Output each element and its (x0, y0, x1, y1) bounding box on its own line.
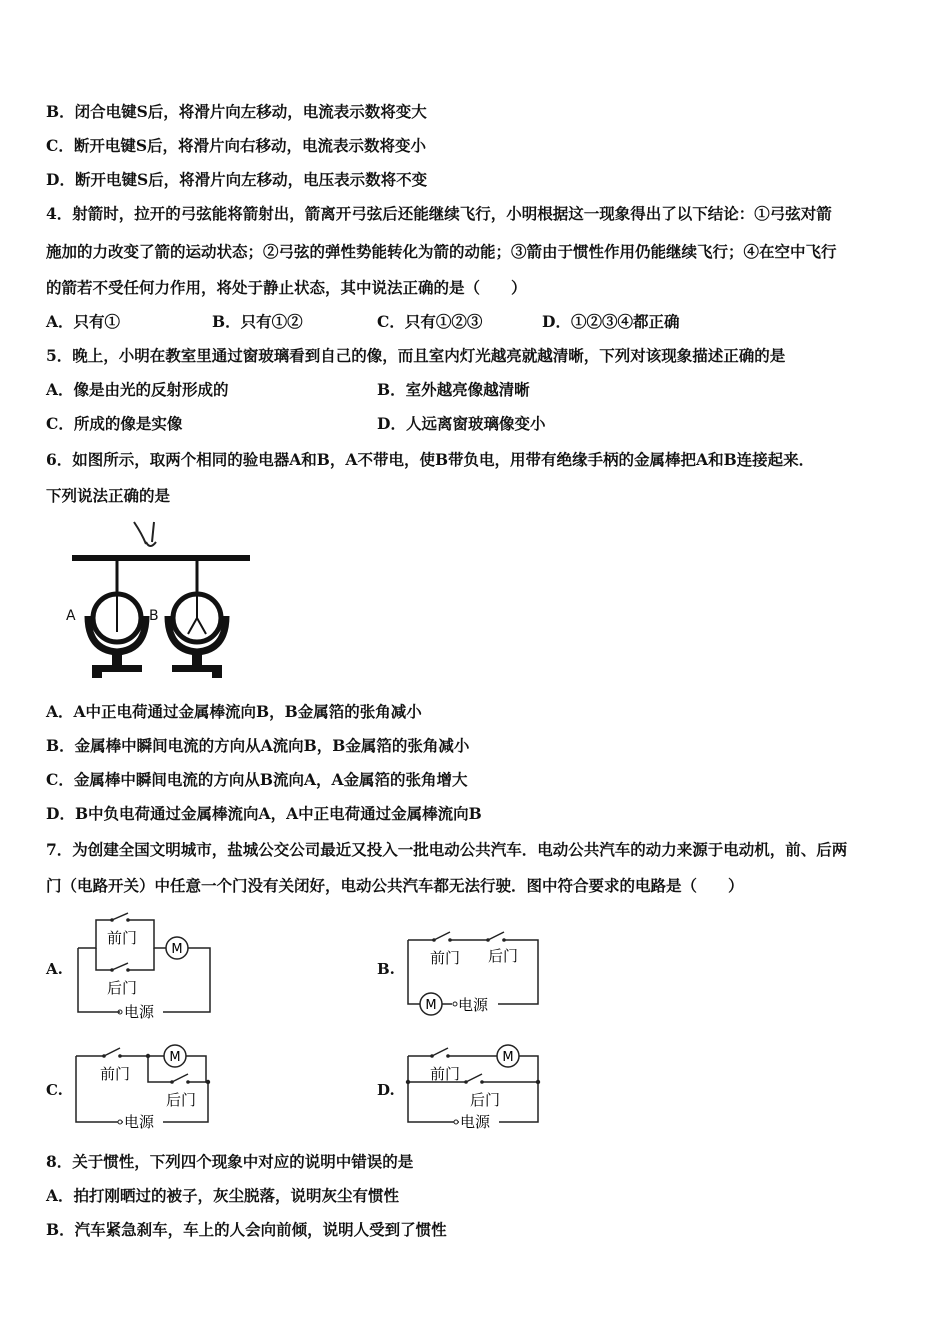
q5-option-b: B．室外越亮像越清晰 (377, 380, 530, 399)
metal-rod (72, 555, 250, 561)
electroscope-label-b: B (149, 608, 159, 624)
circuit-a-motor: M (171, 942, 183, 957)
q6-option-a: A．A中正电荷通过金属棒流向B，B金属箔的张角减小 (46, 702, 422, 721)
q3-option-b: B．闭合电键S后，将滑片向左移动，电流表示数将变大 (46, 102, 427, 121)
q4-stem-line3: 的箭若不受任何力作用，将处于静止状态，其中说法正确的是（ ） (46, 278, 527, 297)
q5-stem: 5．晚上，小明在教室里通过窗玻璃看到自己的像，而且室内灯光越亮就越清晰，下列对该现象描述正确的是 (46, 346, 786, 365)
circuit-b-label: B. (377, 960, 395, 978)
circuit-d-motor: M (502, 1050, 514, 1065)
q6-option-d: D．B中负电荷通过金属棒流向A，A中正电荷通过金属棒流向B (46, 804, 482, 823)
q6-stem-line2: 下列说法正确的是 (46, 486, 171, 505)
circuit-d-front-door: 前门 (430, 1065, 461, 1083)
circuit-d-power: 电源 (460, 1113, 491, 1131)
circuit-a-power: 电源 (124, 1003, 155, 1021)
circuit-b-power: 电源 (458, 996, 489, 1014)
q3-option-c: C．断开电键S后，将滑片向右移动，电流表示数将变小 (46, 136, 427, 155)
q7-stem-line1: 7．为创建全国文明城市，盐城公交公司最近又投入一批电动公共汽车．电动公共汽车的动力来源于电动机，前、后两 (46, 840, 848, 859)
circuit-c-label: C. (46, 1081, 63, 1099)
circuit-c-front-door: 前门 (100, 1065, 131, 1083)
circuit-b-front-door: 前门 (430, 949, 461, 967)
circuit-a (70, 906, 220, 1021)
q6-option-b: B．金属棒中瞬间电流的方向从A流向B，B金属箔的张角减小 (46, 736, 470, 755)
circuit-b-motor: M (425, 998, 437, 1013)
q8-option-b: B．汽车紧急刹车，车上的人会向前倾，说明人受到了惯性 (46, 1220, 447, 1239)
q5-option-a: A．像是由光的反射形成的 (46, 380, 229, 399)
circuit-a-front-door: 前门 (107, 929, 138, 947)
electroscope-b (168, 561, 226, 678)
q3-option-d: D．断开电键S后，将滑片向左移动，电压表示数将不变 (46, 170, 428, 189)
q4-option-c: C．只有①②③ (377, 312, 483, 331)
q5-option-d: D．人远离窗玻璃像变小 (377, 414, 546, 433)
electroscope-label-a: A (66, 608, 76, 624)
circuit-c (70, 1040, 220, 1135)
circuit-d (400, 1040, 550, 1135)
circuit-c-motor: M (169, 1050, 181, 1065)
circuit-c-power: 电源 (124, 1113, 155, 1131)
circuit-a-label: A. (46, 960, 63, 978)
circuit-a-back-door: 后门 (107, 979, 138, 997)
q6-option-c: C．金属棒中瞬间电流的方向从B流向A，A金属箔的张角增大 (46, 770, 468, 789)
q4-stem-line1: 4．射箭时，拉开的弓弦能将箭射出，箭离开弓弦后还能继续飞行，小明根据这一现象得出了以下结论：①弓弦对箭 (46, 204, 832, 223)
q4-stem-line2: 施加的力改变了箭的运动状态；②弓弦的弹性势能转化为箭的动能；③箭由于惯性作用仍能继续飞行；④在空中飞行 (46, 242, 837, 261)
q6-stem-line1: 6．如图所示，取两个相同的验电器A和B，A不带电，使B带负电，用带有绝缘手柄的金属棒把A和B连接起来． (46, 450, 815, 469)
q4-option-a: A．只有① (46, 312, 121, 331)
circuit-b (400, 920, 550, 1025)
circuit-d-label: D. (377, 1081, 395, 1099)
q4-option-d: D．①②③④都正确 (542, 312, 680, 331)
electroscope-figure (62, 520, 262, 685)
q4-option-b: B．只有①② (212, 312, 303, 331)
q5-option-c: C．所成的像是实像 (46, 414, 183, 433)
circuit-c-back-door: 后门 (166, 1091, 197, 1109)
q8-stem: 8．关于惯性，下列四个现象中对应的说明中错误的是 (46, 1152, 414, 1171)
electroscope-a (88, 561, 146, 678)
circuit-d-back-door: 后门 (470, 1091, 501, 1109)
circuit-b-back-door: 后门 (488, 947, 519, 965)
q7-stem-line2: 门（电路开关）中任意一个门没有关闭好，电动公共汽车都无法行驶．图中符合要求的电路是（ ） (46, 876, 744, 895)
q8-option-a: A．拍打刚晒过的被子，灰尘脱落，说明灰尘有惯性 (46, 1186, 400, 1205)
